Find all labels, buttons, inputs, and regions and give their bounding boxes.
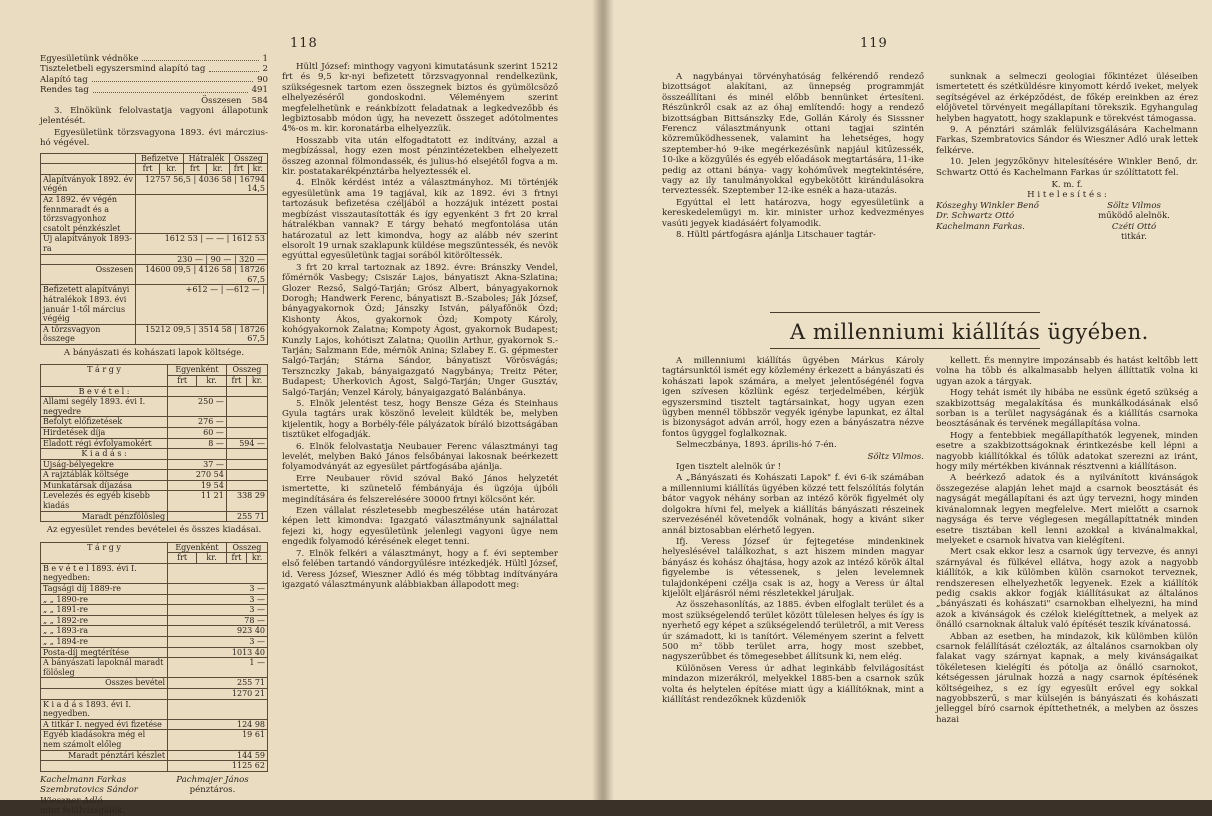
paragraph: 8. Hültl pártfogásra ajánlja Litschauer tagtár- — [676, 230, 876, 241]
paragraph: 7. Elnök felkéri a választmányt, hogy a f. évi september első felében tartandó vándorgyűlésre intézkedjék. Hültl József, id. Veress József, Wieszner Adló és még többtag indítványára igazgató választmányunk alábbiakban állapodott meg: — [282, 548, 558, 590]
table-row: Maradt pénzfölösleg 255 71 — [41, 511, 268, 522]
table-row: Az 1892. év végén fennmaradt és a törzsvagyonhoz csatolt pénzkészlet — [41, 195, 268, 234]
table-row: 1125 62 — [41, 761, 268, 772]
table-row: Állami segély 1893. évi I. negyedre 250 — — [41, 397, 268, 417]
paragraph: A nagybányai törvényhatóság felkérendő rendező bizottságot alakítani, az ünnepség programmját összeállítani és minél előbb bennünket értesíteni. Részünkről csak az az óhaj említendő: hogy a rendező bizottságban Bittsánszky Ede, Gollán Károly és Sisssner Ferencz választmányunk ottani tagjai szintén közreműködhessenek, valamint ha lehetséges, hogy szeptember-hó 9-ike megérkezésünk napjául kitűzessék, 10-ike a közgyűlés és egyéb előadások megtartására, 11-ike pedig az ottani bánya- vagy kohóművek megtekintésére, vagy az ily tanulmányokkal egybekötött kirándulásokra terveztessék. Szeptember 12-ike esnék a haza-utazás. — [662, 72, 924, 197]
paragraph: sunknak a selmeczi geologiai főkintézet üléseiben ismertetett és szétküldésre kinyomott kérdő iveket, melyek segítségével az érképződést, de főkép ereinkben az érez előjövetel törvényeit megállapítani törekszik. Egyhangulag helyben hagyatott, hogy szaklapunk e törekvést támogassa. — [936, 72, 1198, 124]
paragraph: 5. Elnök jelentést tesz, hogy Bensze Géza és Steinhaus Gyula tagtárs urak köszönő leveleit küldték be, melyben kijelentik, hogy a Borbély-féle pályázatok bíráló bizottságában tisztüket elfogadják. — [282, 399, 558, 441]
table-row: Összes bevétel 255 71 — [41, 678, 268, 689]
journal-cost-table: T á r g y Egyenként Összeg frt kr. frt kr. B e v é t e l : Állami segély 1893. évi I. negyedre 250 — Befolyt előfizetések 276 — Hirdetések díja 60 — Eladott régi évfolyamokért 8 — 594 — K i a d á s : Ujság-bélyegekre 37 — A rajztáblák költsége 270 54 Munkatársak díjazása 19 54 Levelezés és egyéb kisebb kiadás 11 21 338 29 Maradt pénzfölösleg 255 71 — [40, 364, 268, 522]
table-row: A bányászati lapoknál maradt fölösleg 1 — — [41, 658, 268, 678]
table-row: Alapítványok 1892. év végén 12757 56,5 | 4036 58 | 16794 14,5 — [41, 174, 268, 194]
table-row: Hirdetések díja 60 — — [41, 427, 268, 438]
paragraph: 6. Elnök felolvastatja Neubauer Ferenc választmányi tag levelét, melyben Bakó János felsőbányai lakosnak beérkezett folyamodványát az egyesület pártfogásába ajánlja. — [282, 441, 558, 473]
paragraph: Erre Neubauer rövid szóval Bakó János helyzetét ismertette, ki szünetelő fémbányája és ügzója újbóli megindítására és felszerelésére 30000 frtnyi kölcsönt kér. — [282, 473, 558, 505]
table-row: „ „ 1890-re 3 — — [41, 594, 268, 605]
table-row: „ „ 1894-re 3 — — [41, 637, 268, 648]
paragraph: Mert csak ekkor lesz a csarnok úgy tervezve, és annyi szárnyával és fülkével ellátva, hogy azok a nagyobb kiállítók, a kik külömben külön csarnokot terveznek, rendszeresen elhelyezhetők legyenek. Ezek a kiállítók pedig csakis akkor fogják kiállításukat az általános „bányászati és kohászati" csarnokban elhelyezni, ha mind azok a kivánságok és czélok kielégíttetnek, a melyek az önálló csarnoknak általuk való építését teszik kívánatossá. — [936, 547, 1198, 631]
kmf: K. m. f. — [1051, 180, 1083, 191]
table-row: Ujság-bélyegekre 37 — — [41, 459, 268, 470]
report-paragraph: 3. Elnökünk felolvastatja vagyoni állapotunk jelentését. — [40, 106, 268, 127]
table-row: B e v é t e l 1893. évi I. negyedben: — [41, 563, 268, 583]
table-row: A rajztáblák költsége 270 54 — [41, 470, 268, 481]
paragraph: 4. Elnök kérdést intéz a választmányhoz. Mi történjék egyesületünk ama 19 tagjával, kik az 1892. évi 3 frtnyi tartozásuk befizetésa czéljából a hozzájuk intézett postai megbízást visszautasították és így egyenként 3 frt 20 krral hátralékban vannak? E tárgy beható megfontolása után határozatul az lett kimondva, hogy az alább név szerint elsorolt 19 urnak szaklapunk küldése megszüntessék, és nevök egyúttal egyesületünk tagjai sorából kitöröltessék. — [282, 178, 558, 262]
left-page-number: 118 — [290, 36, 318, 51]
table-row: „ „ 1893-ra 923 40 — [41, 626, 268, 637]
paragraph: Hosszabb vita után elfogadtatott ez indítvány, azzal a megbízással, hogy ezen most pénzintézetekben elhelyezett összeg azonnal fölmondassék, és julius-hó elsejétől fogva a m. kir. postatakarékpénztárba helyeztessék el. — [282, 135, 558, 178]
paragraph: Hogy a fentebbiek megállapíthatók legyenek, minden esetre a szakbizottságoknak érintkezésbe kell lépni a nagyobb kiállítókkal és tőlük adatokat szerezni az iránt, hogy mily mértékben kivánnak résztvenni a kiállításon. — [936, 430, 1198, 473]
paragraph: Ifj. Veress József úr fejtegetése mindenkinek helyeslésével találkozhat, s azt hiszem minden magyar bányász és kohász óhajtása, hogy azok az intéző körök által figyelembe is vétessenek, s jelen levelemnek tulajdonképeni czélja csak is az, hogy a Veress úr által kijelölt eljárásról némi részletekkel járuljak. — [662, 536, 924, 599]
attestation-signatures: Kószeghy Winkler Benő Dr. Schwartz Ottó Kachelmann Farkas. Söltz Vilmos működő alelnök. Czéti Ottó titkár. — [936, 200, 1170, 243]
paragraph: 10. Jelen jegyzőkönyv hitelesítésére Winkler Benő, dr. Schwartz Ottó és Kachelmann Farkas úr szólíttatott fel. — [936, 157, 1198, 178]
table-caption: A bányászati és kohászati lapok költsége. — [63, 347, 245, 358]
paragraph: Hogy tehát ismét ily hibába ne essünk égető szükség a szakbizottság megalakítása és munkálkodásának első sorban is a terület nagyságának és a kiállítás csarnoka beosztásának és tervének megállapítása volna. — [936, 388, 1198, 430]
table-row: Eladott régi évfolyamokért 8 — 594 — — [41, 438, 268, 449]
quarterly-table: T á r g y Egyenként Összeg frt kr. frt kr. B e v é t e l 1893. évi I. negyedben: Tagsági díj 1889-re 3 — „ „ 1890-re 3 — „ „ 1891-re 3 — „ „ 1892-re 78 — „ „ 1893-ra 923 40 „ „ 1894-re 3 — Posta-díj megtérítése 1013 40 A bányászati lapoknál maradt fölösleg 1 — Összes bevétel 255 71 1270 21 K i a d á s 1893. évi I. negyedben. A titkár I. negyed évi fizetése 124 98 Egyéb kiadásokra még el nem számolt előleg 19 61 Maradt pénztári készlet 144 59 1125 62 — [40, 542, 268, 772]
table-row: „ „ 1891-re 3 — — [41, 605, 268, 616]
paragraph: Ezen vállalat részletesebb megbeszélése után határozat képen lett kimondva: Igazgató választmányunk sajnálattal fejezi ki, hogy egyesületünk jelenlegi vagyoni ügye nem engedik folyamodó kérésének eleget tenni. — [282, 506, 558, 548]
paragraph: A millenniumi kiállítás ügyében Márkus Károly tagtársunktól ismét egy közlemény érkezett a bányászati és kohászati lapok számára, a melyet jelentőségénél fogva igen szívesen közlünk egész terjedelmében, kérjük egyszersmind tisztelt tagtársainkat, hogy ugyan ezen ügyben mennél többször vegyék igénybe lapunkat, ez által is bizonyságot adván arról, hogy ezen a bányászatra nézve fontos ügyggel foglalkoznak. — [662, 356, 924, 439]
capital-table: Befizetve Hátralék Összeg frt kr. frt kr. frt kr. Alapítványok 1892. év végén 12757 56,5 | 4036 58 | 16794 14,5 Az 1892. év végén fennmaradt és a törzsvagyonhoz csatolt pénzkészlet Új alapítványok 1893-ra 1612 53 | — — | 1612 53 230 — | 90 — | 320 — Összesen 14600 09,5 | 4126 58 | 18726 67,5 Befizetett alapítványi hátralékok 1893. évi január 1-től március végéig +612 — | —612 — | A törzsvagyon összege 15212 09,5 | 3514 58 | 18726 67,5 — [40, 153, 268, 345]
article-title: A millenniumi kiállítás ügyében. — [790, 320, 1149, 344]
right-column-2 — [936, 72, 1198, 243]
table-row: Tagsági díj 1889-re 3 — — [41, 584, 268, 595]
table-row: Befizetett alapítványi hátralékok 1893. évi január 1-től március végéig +612 — | —612 — | — [41, 285, 268, 324]
capital-heading: Egyesületünk törzsvagyona 1893. évi márczius-hó végével. — [40, 127, 268, 149]
table-row: A törzsvagyon összege 15212 09,5 | 3514 58 | 18726 67,5 — [41, 324, 268, 344]
left-column-1 — [40, 54, 268, 816]
table-row: Összesen 14600 09,5 | 4126 58 | 18726 67,5 — [41, 265, 268, 285]
member-row: Egyesületünk védnöke 1 — [40, 54, 268, 64]
paragraph: Hültl József: minthogy vagyoni kimutatásunk szerint 15212 frt és 9,5 kr-nyi befizetett törzsvagyonnal rendelkezünk, szükségesnek tartom ezen összegnek biztos és gyümölcsöző elhelyezéséről gondoskodni. Véleményem szerint megfelelhetünk e reánkbízott feladatnak a legkedvezőbb és legbiztosabb módon úgy, ha nevezett összeget adótolmentes 4%-os m. kir. koronatárba elhelyezzük. — [282, 62, 558, 135]
table-caption: Az egyesület rendes bevételei és összes kiadásai. — [46, 525, 262, 536]
right-page — [600, 0, 1212, 800]
member-row: Rendes tag 491 — [40, 85, 268, 96]
paragraph: A beérkező adatok és a nyilvánított kivánságok összegezése alapján lehet majd a csarnok beosztását és nagyságát megállapítani és azt úgy tervezni, hogy minden kivánalomnak legyen megfelelve. Mert mielőtt a csarnok nagysága és terve véglegesen megállapíttatnék minden esetre tisztában kell lenni azokkal a kivánalmakkal, melyeket e csarnok hivatva van kielégíteni. — [936, 473, 1198, 546]
attestation-heading: H i t e l e s í t é s : — [1027, 190, 1107, 201]
table-row: „ „ 1892-re 78 — — [41, 615, 268, 626]
auditors-signatures: Kachelmann Farkas Szembratovics Sándor Wieszner Adló mint felülvizsgálók. Pachmajer János pénztáros. — [40, 774, 249, 816]
paragraph: Az összehasonlítás, az 1885. évben elfoglalt terület és a most szükségelendő terület között tülelesen helyes és így is nyerhető egy képet a szükségelendő területről, a mit Veress úr számadott, ki is tanítórt. Véleményem szerint a felvett 500 m² több terület arra, hogy most szebbet, nagyszerűbbet és tömegesebbet állítsunk ki, nem elég. — [662, 600, 924, 663]
article-column-1 — [662, 356, 924, 706]
paragraph: 3 frt 20 krral tartoznak az 1892. évre: Bránszky Vendel, főmérnök Vasbegy; Csiszár Lajos, bányatiszt Akna-Szlatina; Glozer Rezső, Salgó-Tarján; Grósz Albert, bányagyakornok Dorogh; Handwerk Ferenc, bányatiszt B.-Szaboles; Ják József, bányagyakornok Ózd; Jánszky István, pályafőnök Ózd; Kishonty Ákos, gyakornok Ózd; Kompoty Károly, kohógyakornok Zalatna; Kompoty Ágost, gyakornok Budapest; Kunzly Lajos, kohótiszt Zalatna; Quoilin Arthur, gyakornok S.-Tarján; Salzmann Ede, mérnök Anina; Szlabey E. G. gépmester Salgó-Tarján; Stárna Sándor, bányatiszt Vörösvágás; Tersznczky Jakab, bányaigazgató Nagybánya; Treitz Péter, Budapest; Uherkovich Ágost, Salgó-Tarján; Unger Gusztáv, Salgó-Tarján; Venzel Károly, bányaigazgató Balánbánya. — [282, 262, 558, 398]
member-list — [40, 54, 268, 106]
paragraph: kellett. És mennyire impozánsabb és hatást keltőbb lett volna ha több és alkalmasabb helyen állíttatik volna ki ugyan azok a tárgyak. — [936, 356, 1198, 387]
table-row: K i a d á s 1893. évi I. negyedben. — [41, 699, 268, 719]
table-row: Maradt pénztári készlet 144 59 — [41, 750, 268, 761]
salutation: Igen tisztelt alelnök úr ! — [676, 462, 782, 473]
table-row: 1270 21 — [41, 688, 268, 699]
book-gutter — [592, 0, 614, 800]
article-column-2 — [936, 356, 1198, 726]
paragraph: A „Bányászati és Kohászati Lapok" f. évi 6-ik számában a millenniumi kiállítás ügyében közzé tett felszólítás folytán bátor vagyok néhány sorban az intéző körök figyelmét oly dolgokra hívni fel, melyek a kiállítás bányászati részeinek szervezésénél követendők volnának, hogy a kivánt siker annál biztosabban elérhető legyen. — [662, 473, 924, 536]
paragraph: Abban az esetben, ha mindazok, kik külömben külön csarnok felállítását czélozták, az általános csarnokban oly falakat vagy szárnyat kapnak, a mely kivánságaikat tökéletesen kielégíti és pótolja az önálló csarnokot, kétségessen járulnak hozzá a nagy csarnok építésének költségeihez, s ez így egyesült erővel egy sokkal nagyobbszerű, s mar külsején is bányászati és kohászati jelleggel bíró csarnok építtethetnék, a melyben az összes hazai — [936, 631, 1198, 725]
table-row: 230 — | 90 — | 320 — — [41, 254, 268, 265]
paragraph: Egyúttal el lett határozva, hogy egyesületünk a kereskedelemügyi m. kir. minister urhoz kedvezményes vasúti jegyek kiadásáért folyamodik. — [662, 197, 924, 229]
dateline: Selmeczbánya, 1893. április-hó 7-én. — [676, 440, 837, 451]
member-total-row: Összesen 584 — [201, 95, 268, 106]
paragraph: 9. A pénztári számlák felülvizsgálására Kachelmann Farkas, Szembratovics Sándor és Wieszner Adló urak lettek felkérve. — [936, 125, 1198, 156]
paragraph: Különösen Veress úr adhat leginkább felvilágosítást mindazon mizerákról, melyekkel 1885-ben a csarnok szűk volta és helytelen építése miatt úgy a kiállítóknak, mint a kiállítást rendezőknek küzdeniök — [662, 663, 924, 705]
table-row: Egyéb kiadásokra még el nem számolt előleg 19 61 — [41, 730, 268, 750]
member-row: Alapító tag 90 — [40, 74, 268, 85]
right-page-number: 119 — [860, 36, 888, 51]
table-row: Befolyt előfizetések 276 — — [41, 417, 268, 428]
title-rule-bottom — [770, 348, 1040, 349]
right-column-1 — [662, 72, 924, 242]
left-page — [0, 0, 600, 816]
table-row: Munkatársak díjazása 19 54 — [41, 480, 268, 491]
table-row: Posta-díj megtérítése 1013 40 — [41, 647, 268, 658]
left-column-2 — [282, 62, 558, 591]
title-rule-top — [770, 312, 1040, 313]
table-row: Levelezés és egyéb kisebb kiadás 11 21 338 29 — [41, 491, 268, 511]
signature: Söltz Vilmos. — [867, 451, 924, 462]
table-row: A titkár I. negyed évi fizetése 124 98 — [41, 719, 268, 730]
member-row: Tiszteletbeli egyszersmind alapító tag 2 — [40, 64, 268, 75]
table-row: Új alapítványok 1893-ra 1612 53 | — — | 1612 53 — [41, 234, 268, 254]
